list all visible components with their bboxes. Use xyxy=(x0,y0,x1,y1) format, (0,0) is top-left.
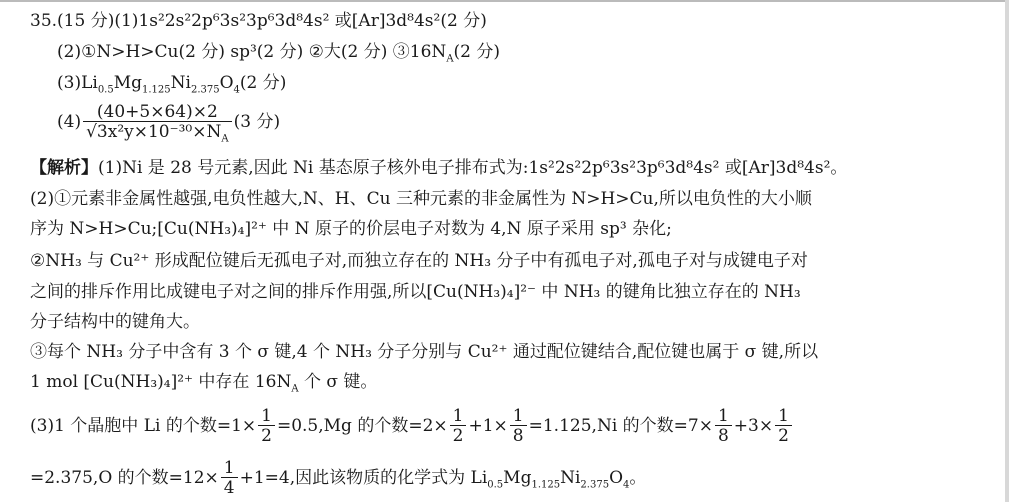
analysis-part-1: (1)Ni 是 28 号元素,因此 Ni 基态原子核外电子排布式为:1s²2s²2p⁶3s²3p⁶3d⁸4s² 或[Ar]3d⁸4s²。 xyxy=(98,158,848,178)
formula-mg: Mg xyxy=(503,468,532,488)
fraction-numerator: 1 xyxy=(452,406,464,426)
fraction-numerator: 1 xyxy=(512,406,524,426)
analysis-text: =2.375,O 的个数=12× xyxy=(30,468,219,488)
fraction-denominator xyxy=(83,121,232,145)
subscript: A xyxy=(221,133,229,145)
fraction-numerator: 1 xyxy=(261,406,272,426)
formula-o: O xyxy=(609,468,623,488)
analysis-line-4 xyxy=(30,250,808,272)
fraction-denominator: 8 xyxy=(715,425,732,446)
subscript: 1.125 xyxy=(142,84,171,96)
part-label: (4) xyxy=(57,112,82,132)
subscript: 2.375 xyxy=(580,479,610,491)
answer-line-1 xyxy=(30,10,487,32)
answer-part-1: (1)1s²2s²2p⁶3s²3p⁶3d⁸4s² 或[Ar]3d⁸4s²(2 分) xyxy=(114,11,487,31)
analysis-text: 序为 N>H>Cu;[Cu(NH₃)₄]²⁺ 中 N 原子的价层电子对数为 4,N 原子采用 sp³ 杂化; xyxy=(30,219,672,239)
fraction-denominator: 2 xyxy=(450,425,467,446)
question-number: 35. xyxy=(30,11,58,31)
question-score: (15 分) xyxy=(57,11,115,31)
answer-line-2 xyxy=(57,41,500,63)
analysis-text: ②NH₃ 与 Cu²⁺ 形成配位键后无孤电子对,而独立存在的 NH₃ 分子中有孤电子对,孤电子对与成键电子对 xyxy=(30,251,808,271)
fraction-denominator: 2 xyxy=(775,425,792,446)
answer-part-2: (2)①N>H>Cu(2 分) sp³(2 分) ②大(2 分) ③16N xyxy=(57,42,447,62)
fraction xyxy=(258,407,275,446)
analysis-line-2 xyxy=(30,188,812,210)
analysis-text: =0.5,Mg 的个数=2× xyxy=(276,416,448,436)
subscript: 4 xyxy=(623,479,630,491)
analysis-text: +1=4,因此该物质的化学式为 Li xyxy=(239,468,488,488)
analysis-line-9 xyxy=(30,407,794,446)
right-rule xyxy=(1005,0,1009,502)
top-rule xyxy=(0,0,1009,2)
denominator-text: √3x²y×10⁻³⁰×N xyxy=(86,122,222,142)
analysis-line-7 xyxy=(30,341,818,363)
subscript: A xyxy=(291,383,299,395)
analysis-text: 1 mol [Cu(NH₃)₄]²⁺ 中存在 16N xyxy=(30,372,292,392)
score-note: (3 分) xyxy=(233,112,281,132)
fraction-denominator: 2 xyxy=(258,425,275,446)
analysis-text: +1× xyxy=(468,416,508,436)
analysis-line-10 xyxy=(30,459,646,498)
analysis-text: (3)1 个晶胞中 Li 的个数=1× xyxy=(30,416,257,436)
analysis-tag: 【解析】 xyxy=(30,158,98,178)
analysis-line-8 xyxy=(30,371,377,393)
fraction xyxy=(221,459,238,498)
fraction-numerator: 1 xyxy=(223,458,235,478)
score-note: (2 分) xyxy=(453,42,501,62)
analysis-text: (2)①元素非金属性越强,电负性越大,N、H、Cu 三种元素的非金属性为 N>H>Cu,所以电负性的大小顺 xyxy=(30,189,812,209)
formula-ni: Ni xyxy=(560,468,581,488)
fraction-denominator: 8 xyxy=(510,425,527,446)
formula-li: (3)Li xyxy=(57,73,98,93)
answer-line-4 xyxy=(57,102,281,145)
analysis-line-5 xyxy=(30,281,801,303)
fraction xyxy=(450,407,467,446)
subscript: 1.125 xyxy=(531,479,561,491)
subscript: 2.375 xyxy=(190,84,220,96)
subscript: 4 xyxy=(233,84,240,96)
formula-o: O xyxy=(219,73,234,93)
fraction xyxy=(775,407,792,446)
subscript: A xyxy=(446,53,454,65)
analysis-line-3 xyxy=(30,218,672,240)
fraction xyxy=(715,407,732,446)
analysis-text: +3× xyxy=(733,416,774,436)
subscript: 0.5 xyxy=(97,84,114,96)
fraction-numerator: 1 xyxy=(778,406,789,426)
density-fraction xyxy=(83,102,232,145)
fraction-numerator: 1 xyxy=(717,406,729,426)
analysis-text: 之间的排斥作用比成键电子对之间的排斥作用强,所以[Cu(NH₃)₄]²⁻ 中 NH₃ 的键角比独立存在的 NH₃ xyxy=(30,282,801,302)
analysis-text: ③每个 NH₃ 分子中含有 3 个 σ 键,4 个 NH₃ 分子分别与 Cu²⁺ 通过配位键结合,配位键也属于 σ 键,所以 xyxy=(30,342,819,362)
subscript: 0.5 xyxy=(487,479,504,491)
answer-line-3 xyxy=(57,72,286,94)
analysis-text: 个 σ 键。 xyxy=(298,372,378,392)
fraction-denominator: 4 xyxy=(221,477,238,498)
score-note: (2 分) xyxy=(239,73,287,93)
analysis-line-6 xyxy=(30,311,200,333)
fraction xyxy=(510,407,527,446)
analysis-line-1 xyxy=(30,157,847,179)
formula-ni: Ni xyxy=(170,73,191,93)
formula-mg: Mg xyxy=(113,73,143,93)
fraction-numerator: (40+5×64)×2 xyxy=(96,102,218,122)
analysis-text: 。 xyxy=(629,468,647,488)
analysis-text: 分子结构中的键角大。 xyxy=(30,312,200,332)
analysis-text: =1.125,Ni 的个数=7× xyxy=(528,416,713,436)
